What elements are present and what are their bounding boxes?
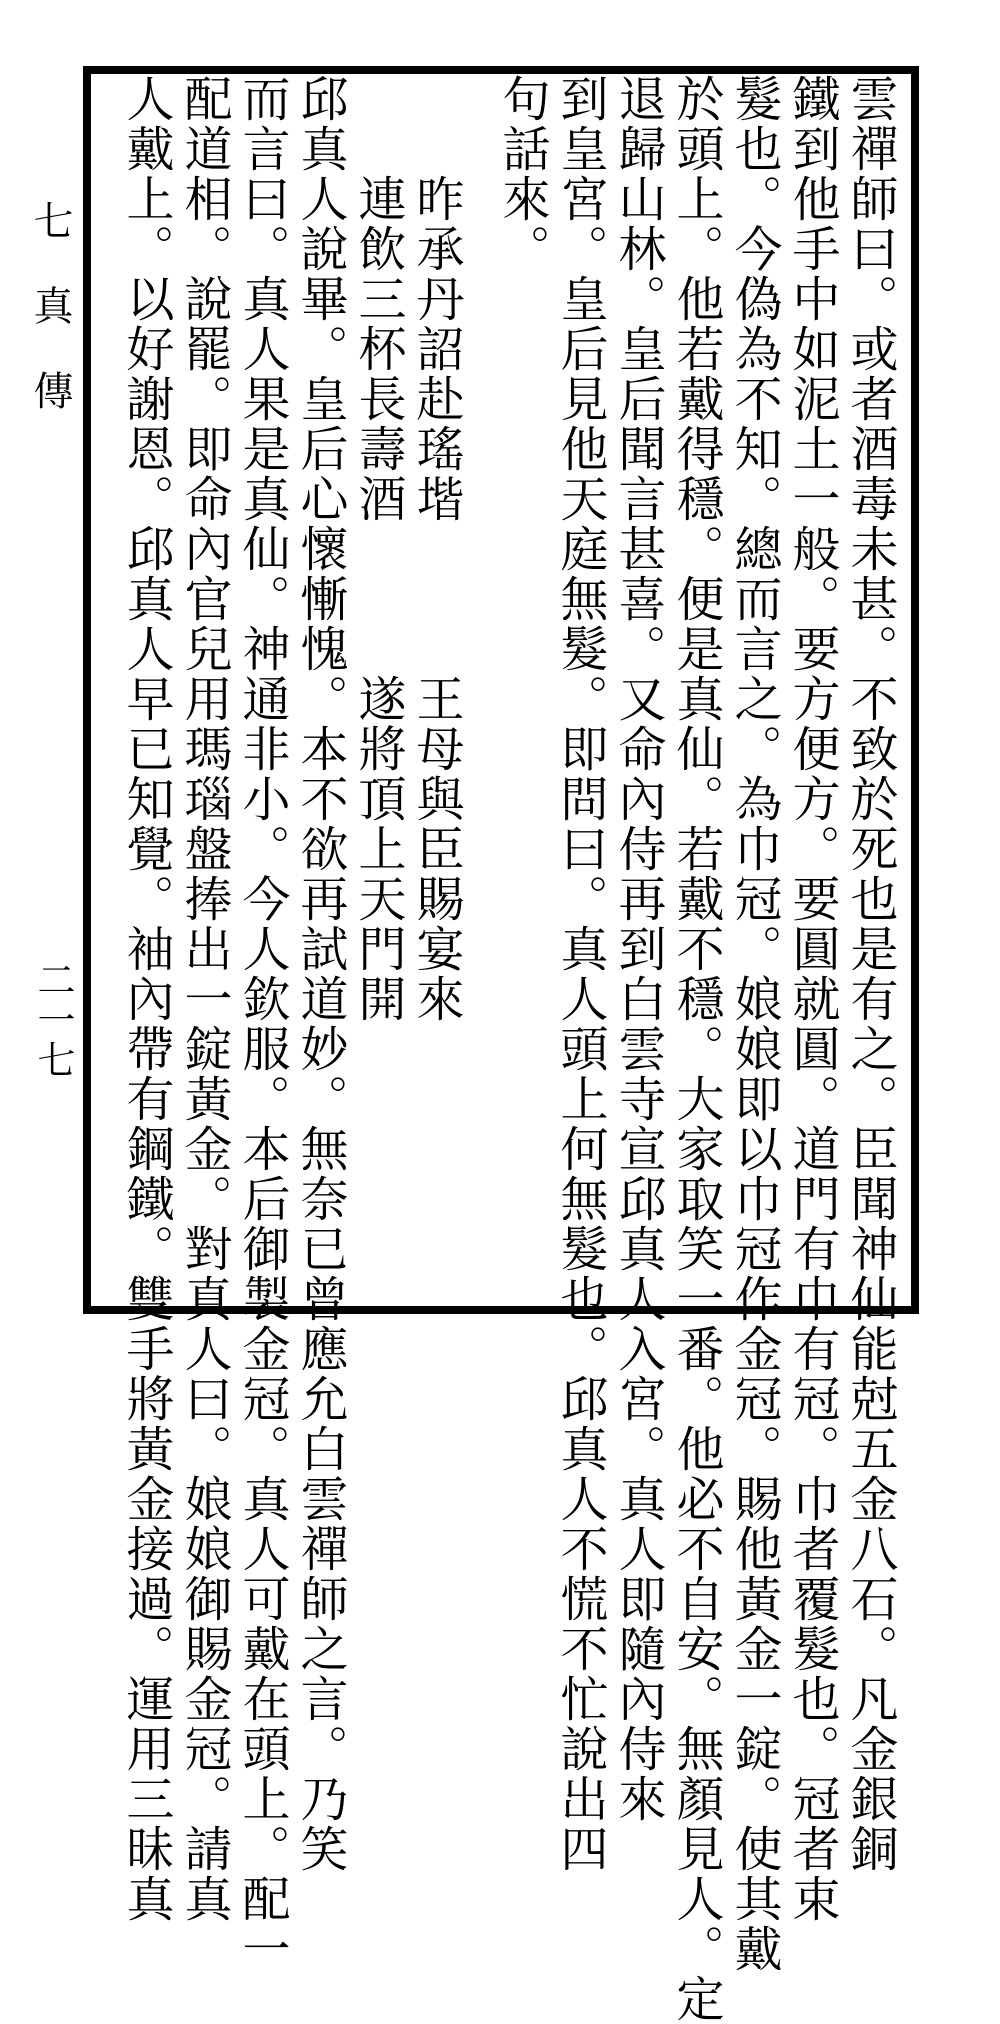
text-column-5: 退歸山林。皇后聞言甚喜。又命內侍再到白雲寺宣邱真人入宮。真人即隨內侍來 [610,74,666,1824]
poem-line-1: 昨承丹詔赴瑤堦 王母與臣賜宴來 [408,74,464,1024]
text-column-12: 而言曰。真人果是真仙。神通非小。今人欽服。本后御製金冠。真人可戴在頭上。配一 [234,74,290,1974]
text-column-7: 句話來。 [494,74,550,274]
text-column-13: 配道相。說罷。即命內官兒用瑪瑙盤捧出一錠黃金。對真人曰。娘娘御賜金冠。請真 [176,74,232,1924]
text-column-3: 髮也。今偽為不知。總而言之。為巾冠。娘娘即以巾冠作金冠。賜他黃金一錠。使其戴 [726,74,782,1974]
text-column-1: 雲禪師曰。或者酒毒未甚。不致於死也是有之。臣聞神仙能尅五金八石。凡金銀銅 [842,74,898,1874]
text-column-6: 到皇宮。皇后見他天庭無髮。即問曰。真人頭上何無髮也。邱真人不慌不忙說出四 [552,74,608,1874]
text-column-4: 於頭上。他若戴得穩。便是真仙。若戴不穩。大家取笑一番。他必不自安。無顏見人。定 [668,74,724,2024]
poem-line-2: 連飲三杯長壽酒 遂將頂上天門開 [350,74,406,1024]
text-column-14: 人戴上。以好謝恩。邱真人早已知覺。袖內帶有鋼鐵。雙手將黃金接過。運用三昧真 [118,74,174,1924]
text-frame [83,66,919,2024]
text-column-11: 邱真人說畢。皇后心懷慚愧。本不欲再試道妙。無奈已曾應允白雲禪師之言。乃笑 [292,74,348,1874]
page-number: 二一七 [31,960,75,1080]
text-column-2: 鐵到他手中如泥土一般。要方便方。要圓就圓。道門有巾有冠。巾者覆髮也。冠者束 [784,74,840,1924]
side-title: 七真傳 [27,200,73,455]
